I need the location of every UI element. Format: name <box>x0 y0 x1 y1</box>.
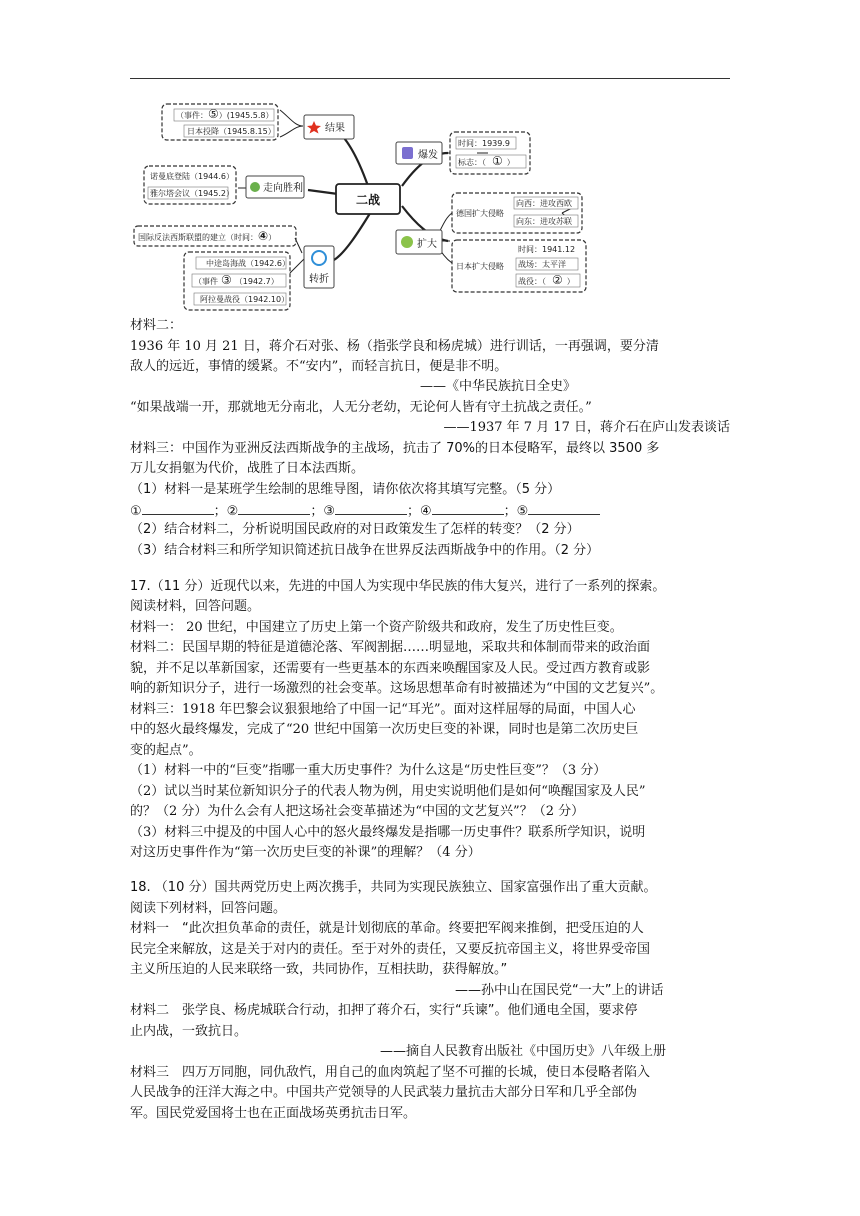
p17-question-3-l1: （3）材料三中提及的中国人心中的怒火最终爆发是指哪一历史事件？联系所学知识，说明 <box>130 825 646 840</box>
germany-expand: 德国扩大侵略 <box>456 209 504 218</box>
clock-icon <box>312 251 326 265</box>
blank-1[interactable] <box>142 500 214 515</box>
p17-question-1: （1）材料一中的“巨变”指哪一重大历史事件？为什么这是“历史性巨变”？（3 分） <box>130 763 607 778</box>
japan-time: 时间：1941.12 <box>518 245 576 254</box>
m2-title: 材料二： <box>130 318 183 333</box>
p17-title: 17.（11 分）近现代以来，先进的中国人为实现中华民族的伟大复兴，进行了一系列的探索。 <box>130 579 666 594</box>
p17-material-3-l3: 变的起点”。 <box>130 743 202 758</box>
blank-2[interactable] <box>238 500 310 515</box>
p18-material-3-l2: 人民战争的汪洋大海之中。中国共产党领导的人民武装力量抗击大部分日军和几乎全部伪 <box>130 1085 638 1100</box>
m2-source-2: ——1937 年 7 月 17 日，蒋介石在庐山发表谈话 <box>443 420 730 435</box>
m2-quote: “如果战端一开，那就地无分南北，人无分老幼，无论何人皆有守土抗战之责任。” <box>130 400 592 415</box>
p18-title: 18. （10 分）国共两党历史上两次携手，共同为实现民族独立、国家富强作出了重大贡献。 <box>130 880 657 895</box>
node-outbreak: 爆发 <box>418 150 438 161</box>
p18-material-1-source: ——孙中山在国民党“一大”上的讲话 <box>455 983 664 998</box>
m3-l1: 材料三：中国作为亚洲反法西斯战争的主战场，抗击了 70%的日本侵略军，最终以 3500 多 <box>130 441 660 456</box>
question-2: （2）结合材料二，分析说明国民政府的对日政策发生了怎样的转变？（2 分） <box>130 522 580 537</box>
m2-p1-l2: 敌人的远近，事情的缓紧。不“安内”，而轻言抗日，便是非不明。 <box>130 359 508 374</box>
p17-material-3-l2: 中的怒火最终爆发，完成了“20 世纪中国第一次历史巨变的补课，同时也是第二次历史巨 <box>130 722 639 737</box>
smile-icon <box>250 182 260 192</box>
question-1: （1）材料一是某班学生绘制的思维导图，请你依次将其填写完整。（5 分） <box>130 482 561 497</box>
normandy: 诺曼底登陆（1944.6） <box>150 172 234 181</box>
japan-field: 战场：太平洋 <box>518 260 566 269</box>
blank-4[interactable] <box>432 500 504 515</box>
p17-material-3-l1: 材料三：1918 年巴黎会议狠狠地给了中国一记“耳光”。面对这样屈辱的局面，中国人心 <box>130 702 636 717</box>
outbreak-sign: 标志：（ ① ） <box>458 154 515 168</box>
answer-blanks: ① ；② ；③ ；④ ；⑤ <box>130 500 730 523</box>
p17-question-2-l2: 的？（2 分）为什么会有人把这场社会变革描述为“中国的文艺复兴”？（2 分） <box>130 804 585 819</box>
japan-surrender: 日本投降（1945.8.15） <box>187 127 276 136</box>
blank-3[interactable] <box>335 500 407 515</box>
p18-material-3-l3: 军。国民党爱国将士也在正面战场英勇抗击日军。 <box>130 1106 417 1121</box>
turning-event: （事件 ③ （1942.7） <box>194 273 279 287</box>
p17-material-2-l3: 响的新知识分子，进行一场激烈的社会变革。这场思想革命有时被描述为“中国的文艺复兴”。 <box>130 681 664 696</box>
chart-icon <box>401 236 413 248</box>
japan-battle: 战役：（ ② ） <box>518 273 575 287</box>
p18-material-3-l1: 材料三 四万万同胞，同仇敌忾，用自己的血肉筑起了坚不可摧的长城，使日本侵略者陷入 <box>130 1065 651 1080</box>
m2-p1-l1: 1936 年 10 月 21 日，蒋介石对张、杨（指张学良和杨虎城）进行训话，一再强调，要分清 <box>130 339 659 354</box>
node-turning: 转折 <box>309 274 329 285</box>
mind-map <box>130 98 600 313</box>
p17-material-2-l2: 貌，并不足以革新国家，还需要有一些更基本的东西来唤醒国家及人民。受过西方教育或影 <box>130 661 651 676</box>
p18-material-2-source: ——摘自人民教育出版社《中国历史》八年级上册 <box>380 1044 667 1059</box>
outbreak-time: 时间：1939.9 <box>458 139 510 148</box>
node-result: 结果 <box>325 123 345 134</box>
calendar-icon <box>402 147 413 159</box>
west: 向西：进攻西欧 <box>516 199 572 208</box>
m2-source-1: ——《中华民族抗日全史》 <box>420 379 577 394</box>
m3-l2: 万儿女捐躯为代价，战胜了日本法西斯。 <box>130 461 365 476</box>
blank-5[interactable] <box>528 500 600 515</box>
p18-material-1-l1: 材料一 “此次担负革命的责任，就是计划彻底的革命。终要把军阀来推倒，把受压迫的人 <box>130 921 644 936</box>
p17-question-3-l2: 对这历史事件作为“第一次历史巨变的补课”的理解？（4 分） <box>130 845 481 860</box>
alliance: 国际反法西斯联盟的建立（时间：④） <box>138 229 277 243</box>
alamein: 阿拉曼战役（1942.10） <box>200 295 290 304</box>
p17-question-2-l1: （2）试以当时某位新知识分子的代表人物为例，用史实说明他们是如何“唤醒国家及人民” <box>130 784 646 799</box>
japan-expand: 日本扩大侵略 <box>456 262 504 271</box>
yalta: 雅尔塔会议（1945.2） <box>150 189 234 198</box>
header-rule <box>130 78 730 79</box>
p17-instruction: 阅读材料，回答问题。 <box>130 599 261 614</box>
result-event: （事件：⑤）(1945.5.8） <box>176 107 274 121</box>
p17-material-2-l1: 材料二：民国早期的特征是道德沦落、军阀割据……明显地，采取共和体制而带来的政治面 <box>130 640 651 655</box>
node-expand: 扩大 <box>417 239 437 250</box>
p17-material-1: 材料一： 20 世纪，中国建立了历史上第一个资产阶级共和政府，发生了历史性巨变。 <box>130 620 623 635</box>
center-node-label: 二战 <box>355 193 381 207</box>
east: 向东：进攻苏联 <box>516 217 572 226</box>
p18-material-1-l3: 主义所压迫的人民来联络一致，共同协作，互相扶助，获得解放。” <box>130 962 508 977</box>
p18-instruction: 阅读下列材料，回答问题。 <box>130 901 287 916</box>
p18-material-2-l2: 止内战，一致抗日。 <box>130 1024 248 1039</box>
midway: 中途岛海战（1942.6） <box>206 259 290 268</box>
question-3: （3）结合材料三和所学知识简述抗日战争在世界反法西斯战争中的作用。（2 分） <box>130 543 600 558</box>
node-victory: 走向胜利 <box>263 183 303 194</box>
p18-material-1-l2: 民完全来解放，这是关于对内的责任。至于对外的责任，又要反抗帝国主义，将世界受帝国 <box>130 942 651 957</box>
p18-material-2-l1: 材料二 张学良、杨虎城联合行动，扣押了蒋介石，实行“兵谏”。他们通电全国，要求停 <box>130 1003 638 1018</box>
